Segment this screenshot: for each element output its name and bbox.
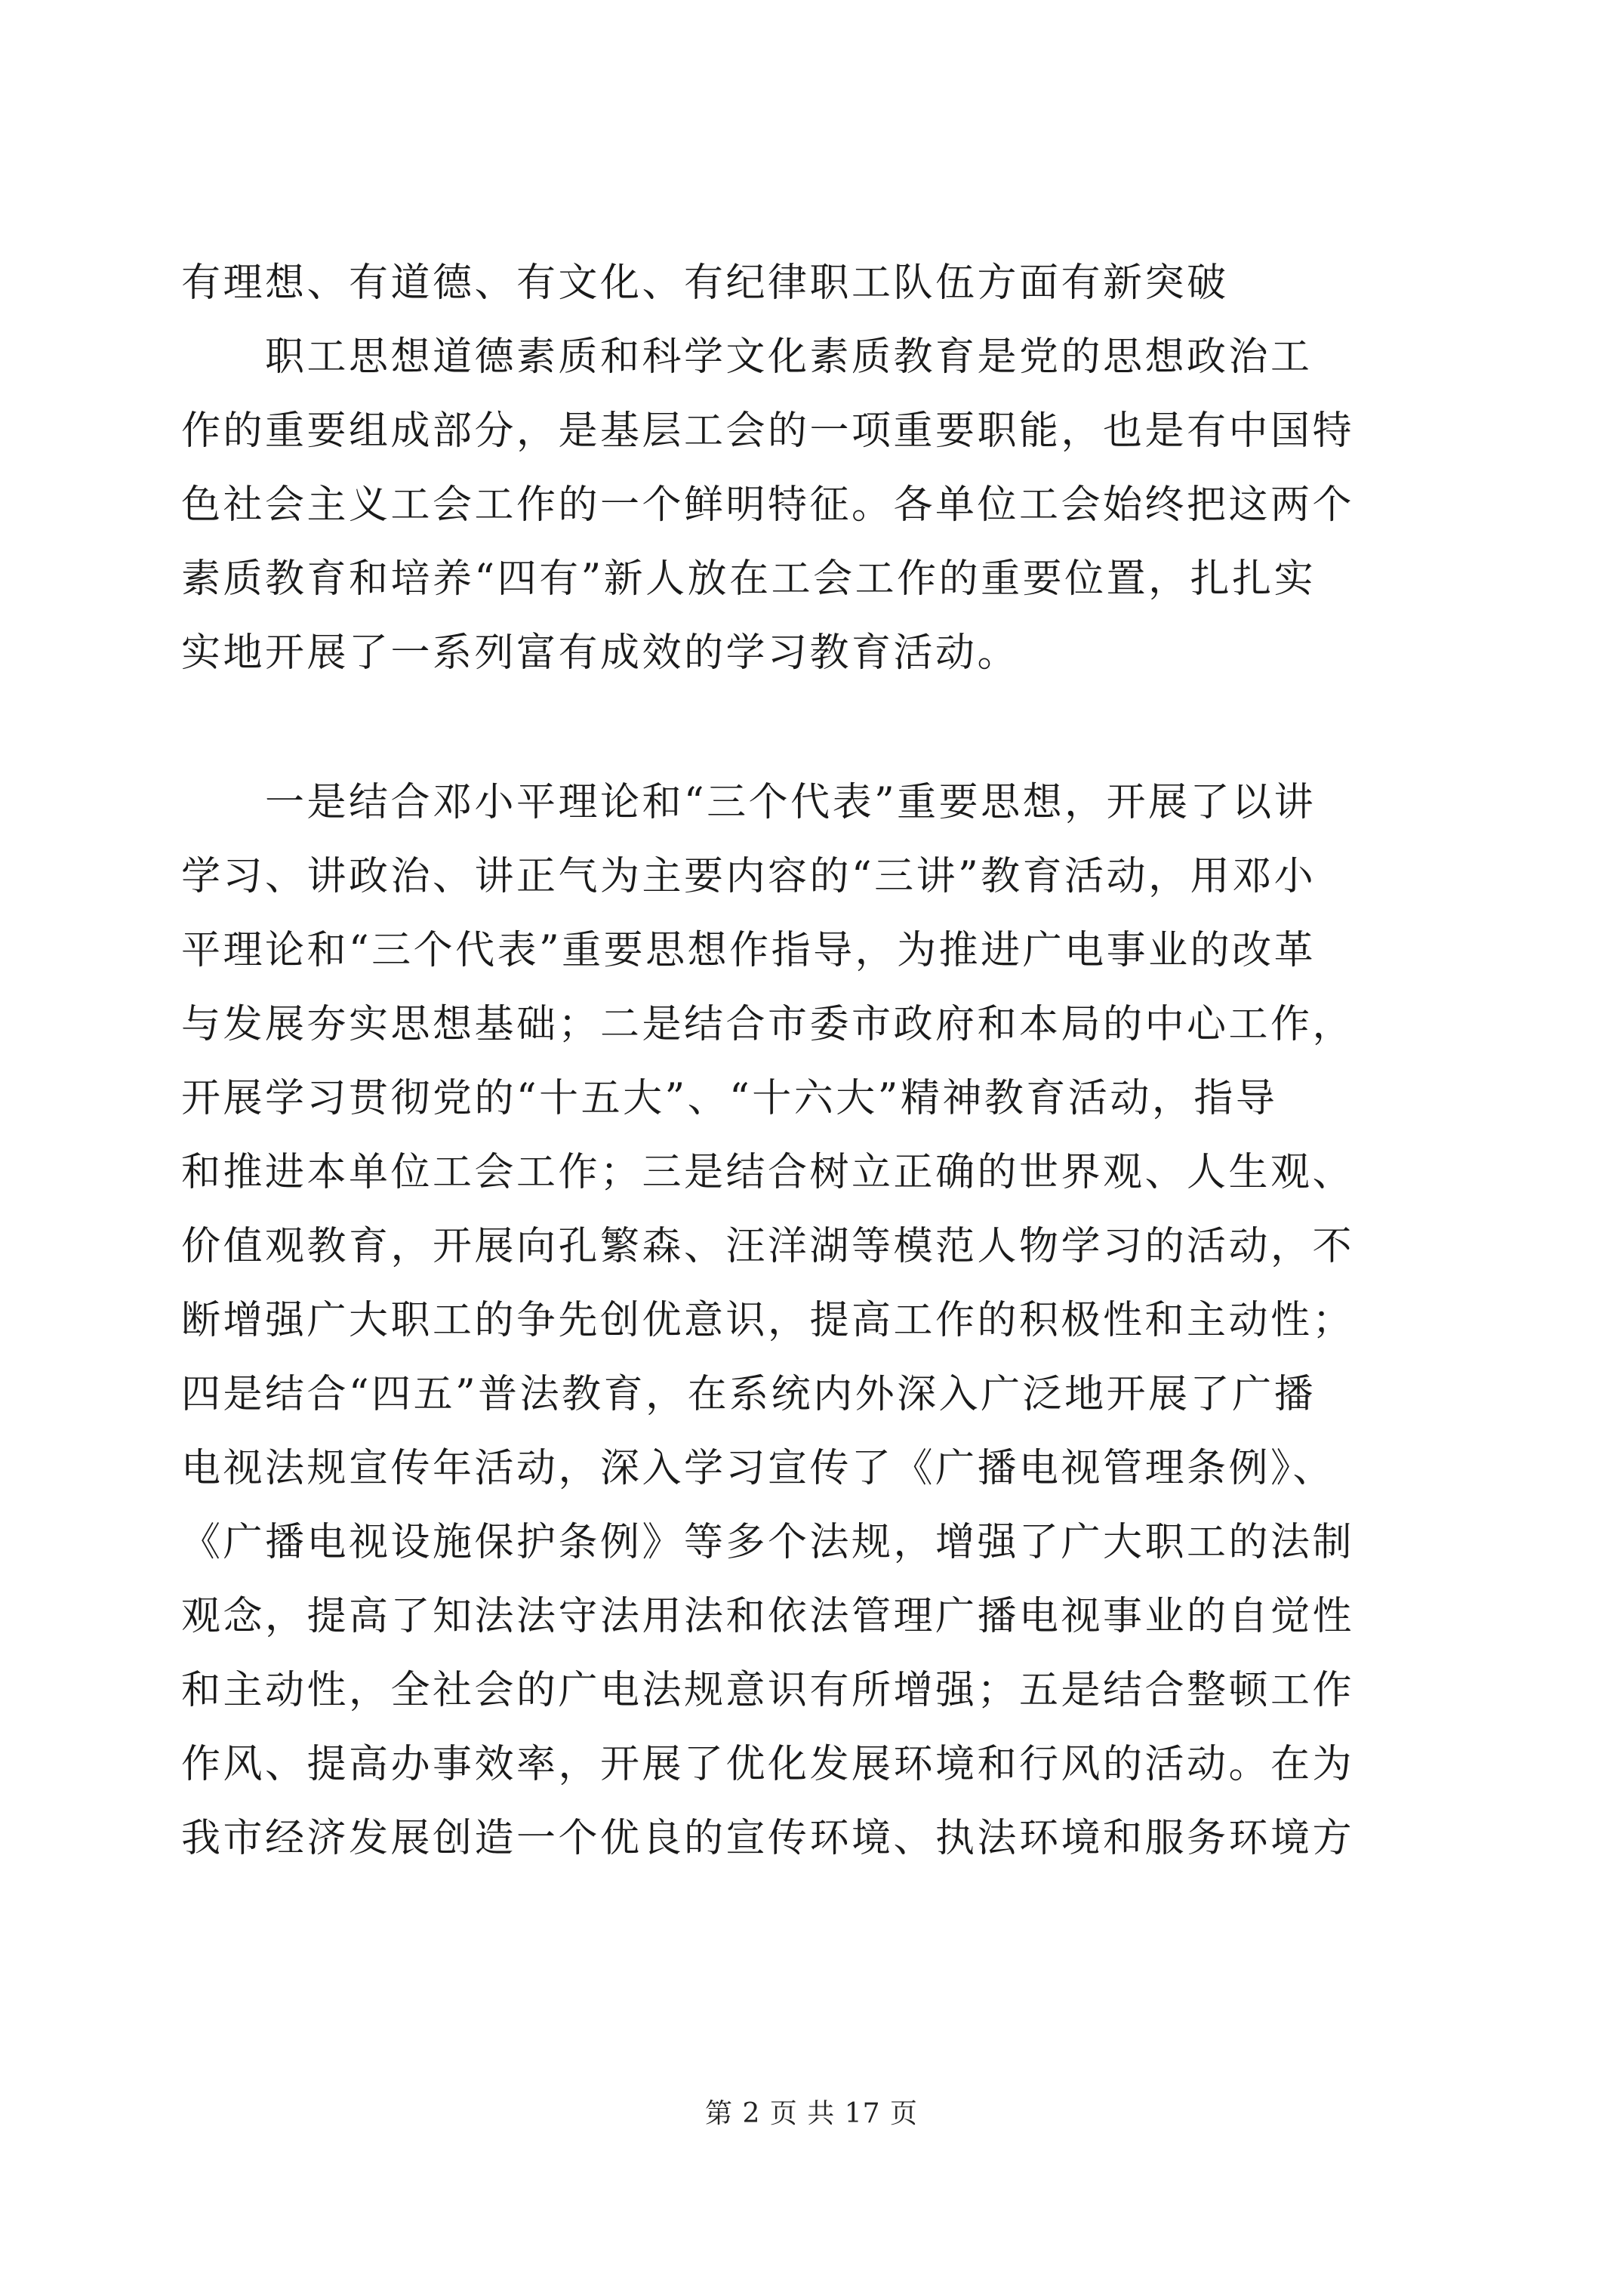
body-line-15: 四是结合“四五”普法教育，在系统内外深入广泛地开展了广播: [181, 1372, 1317, 1417]
body-line-11: 开展学习贯彻党的“十五大”、“十六大”精神教育活动，指导: [181, 1076, 1278, 1121]
body-line-16: 电视法规宣传年活动，深入学习宣传了《广播电视管理条例》、: [181, 1446, 1335, 1491]
body-line-7: 一是结合邓小平理论和“三个代表”重要思想，开展了以讲: [181, 780, 1317, 825]
body-line-10: 与发展夯实思想基础；二是结合市委市政府和本局的中心工作，: [181, 1002, 1355, 1047]
body-line-13: 价值观教育，开展向孔繁森、汪洋湖等模范人物学习的活动，不: [181, 1224, 1355, 1269]
body-line-19: 和主动性，全社会的广电法规意识有所增强；五是结合整顿工作: [181, 1668, 1355, 1713]
body-line-17: 《广播电视设施保护条例》等多个法规，增强了广大职工的法制: [181, 1520, 1355, 1565]
body-line-6: 实地开展了一系列富有成效的学习教育活动。: [181, 630, 1020, 676]
body-line-1: 有理想、有道德、有文化、有纪律职工队伍方面有新突破: [181, 260, 1229, 306]
body-line-4: 色社会主义工会工作的一个鲜明特征。各单位工会始终把这两个: [181, 482, 1355, 528]
body-line-14: 断增强广大职工的争先创优意识，提高工作的积极性和主动性；: [181, 1298, 1355, 1343]
body-line-9: 平理论和“三个代表”重要思想作指导，为推进广电事业的改革: [181, 928, 1317, 973]
body-line-5: 素质教育和培养“四有”新人放在工会工作的重要位置，扎扎实: [181, 556, 1317, 602]
body-line-8: 学习、讲政治、讲正气为主要内容的“三讲”教育活动，用邓小: [181, 854, 1317, 899]
body-line-21: 我市经济发展创造一个优良的宣传环境、执法环境和服务环境方: [181, 1816, 1355, 1861]
body-line-2: 职工思想道德素质和科学文化素质教育是党的思想政治工: [181, 334, 1313, 380]
page-number-footer: 第 2 页 共 17 页: [705, 2098, 918, 2129]
body-line-18: 观念，提高了知法法守法用法和依法管理广播电视事业的自觉性: [181, 1594, 1355, 1639]
body-line-3: 作的重要组成部分，是基层工会的一项重要职能，也是有中国特: [181, 408, 1355, 454]
body-line-12: 和推进本单位工会工作；三是结合树立正确的世界观、人生观、: [181, 1150, 1355, 1195]
body-line-20: 作风、提高办事效率，开展了优化发展环境和行风的活动。在为: [181, 1742, 1355, 1787]
